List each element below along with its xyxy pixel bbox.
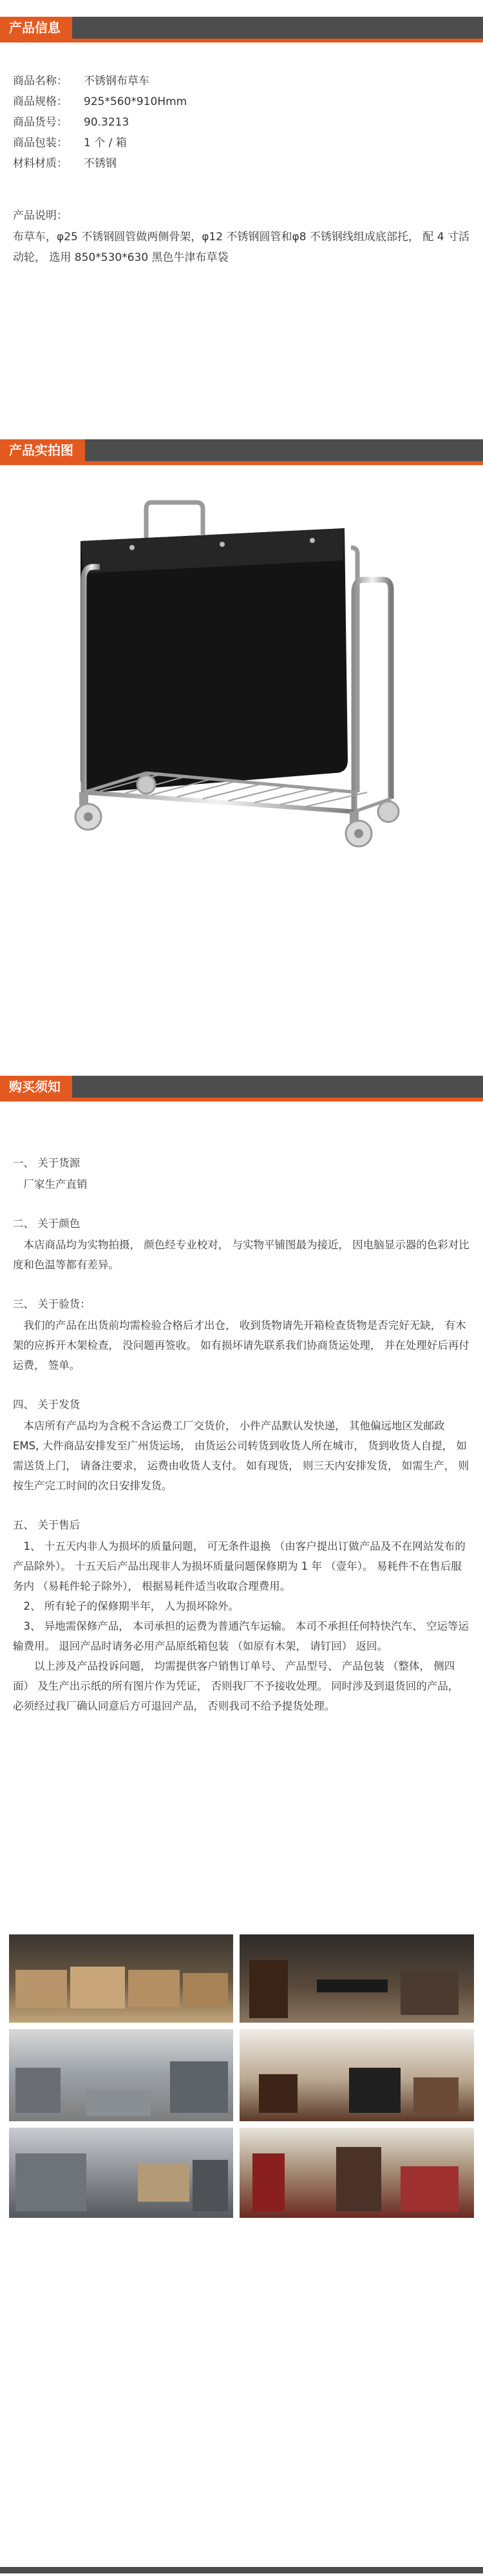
- factory-photo-2: [240, 1934, 474, 2023]
- spec-key: 商品规格：: [13, 95, 68, 108]
- notes-paragraph: 以上涉及产品投诉问题， 均需提供客户销售订单号、 产品型号、 产品包装 （整体， 侧四面） 及生产出示纸的所有图片作为凭证， 否则我厂不予接收处理。 同时涉及到退货回的产品， 必须经过我厂确认同意后方可退回产品， 否则我司不给予提货处理。: [13, 1660, 459, 1712]
- section-title: 产品信息: [0, 17, 72, 39]
- notes-heading: 三、 关于验货：: [13, 1298, 91, 1310]
- notes-paragraph: 本店所有产品均为含税不含运费工厂交货价， 小件产品默认发快递， 其他偏远地区发邮政 EMS, 大件商品安排发至广州货运场， 由货运公司转货到收货人所在城市， 货到收货人自提， 如需送货上门， 请备注要求， 运费由收货人支付。 如有现货， 则三天内安排发货， 如需生产， 则按生产完工时间的次日安排发货。: [13, 1420, 469, 1492]
- notes-heading: 二、 关于颜色: [13, 1217, 80, 1230]
- spec-value: 不锈钢: [84, 157, 117, 170]
- section-header-product-photos: [0, 439, 483, 465]
- description-title: 产品说明：: [13, 209, 68, 222]
- section-title: 产品实拍图: [0, 439, 85, 461]
- notes-section-color: [13, 1214, 471, 1275]
- spec-value: 925*560*910Hmm: [84, 95, 187, 108]
- spec-row: [13, 91, 470, 112]
- product-spec-list: [13, 71, 470, 174]
- factory-photo-4: [240, 2029, 474, 2121]
- notes-paragraph: 1、 十五天内非人为损坏的质量问题， 可无条件退换 （由客户提出订做产品及不在网站发布的产品除外）。 十五天后产品出现非人为损坏质量问题保修期为 1 年 （壹年）。 易耗件不在售后服务内 （易耗件轮子除外）， 根据易耗件适当收取合理费用。: [13, 1540, 466, 1592]
- spec-value: 1 个 / 箱: [84, 137, 127, 149]
- notes-heading: 一、 关于货源: [13, 1157, 80, 1169]
- factory-photo-6: [240, 2128, 474, 2218]
- notes-paragraph: 厂家生产直销: [23, 1178, 88, 1190]
- laundry-cart-photo: [61, 490, 422, 850]
- notes-section-shipping: [13, 1395, 471, 1496]
- spec-row: [13, 133, 470, 153]
- factory-photo-gallery: [9, 1934, 474, 2218]
- spec-row: [13, 153, 470, 174]
- section-header-product-info: [0, 17, 483, 43]
- notes-paragraph: 3、 异地需保修产品， 本司承担的运费为普通汽车运输。 本司不承担任何特快汽车、 空运等运输费用。 退回产品时请务必用产品原纸箱包装 （如原有木架， 请钉回） 返回。: [13, 1620, 469, 1652]
- description-text: 布草车，φ25 不锈钢圆管做两侧骨架，φ12 不锈钢圆管和φ8 不锈钢线组成底部托， 配 4 寸活动轮， 选用 850*530*630 黑色牛津布草袋: [13, 231, 469, 264]
- notes-section-supply: [13, 1153, 471, 1194]
- notes-paragraph: 本店商品均为实物拍摄， 颜色经专业校对， 与实物平铺图最为接近， 因电脑显示器的色彩对比度和色温等都有差异。: [13, 1239, 469, 1271]
- section-header-purchase-notes: [0, 1076, 483, 1102]
- spec-key: 材料材质：: [13, 157, 68, 170]
- factory-photo-5: [9, 2128, 233, 2218]
- notes-section-inspection: [13, 1294, 471, 1375]
- footer-bar: [0, 2567, 483, 2573]
- spec-value: 不锈钢布草车: [84, 75, 149, 88]
- factory-photo-1: [9, 1934, 233, 2023]
- notes-paragraph: 我们的产品在出货前均需检验合格后才出仓， 收到货物请先开箱检查货物是否完好无缺， 有木架的应拆开木架检查， 没问题再签收。 如有损坏请先联系我们协商货运处理， 并在处理好后再付运费， 签单。: [13, 1319, 469, 1371]
- spec-value: 90.3213: [84, 116, 129, 129]
- spec-key: 商品包装：: [13, 137, 68, 149]
- spec-key: 商品货号：: [13, 116, 68, 129]
- spec-row: [13, 71, 470, 91]
- notes-heading: 四、 关于发货: [13, 1398, 80, 1411]
- section-title: 购买须知: [0, 1076, 72, 1098]
- notes-section-after-sales: [13, 1515, 471, 1716]
- spec-row: [13, 112, 470, 133]
- notes-heading: 五、 关于售后: [13, 1519, 80, 1531]
- factory-photo-3: [9, 2029, 233, 2121]
- purchase-notes: [13, 1153, 471, 1735]
- notes-paragraph: 2、 所有轮子的保修期半年， 人为损坏除外。: [23, 1600, 239, 1612]
- spec-key: 商品名称：: [13, 75, 68, 88]
